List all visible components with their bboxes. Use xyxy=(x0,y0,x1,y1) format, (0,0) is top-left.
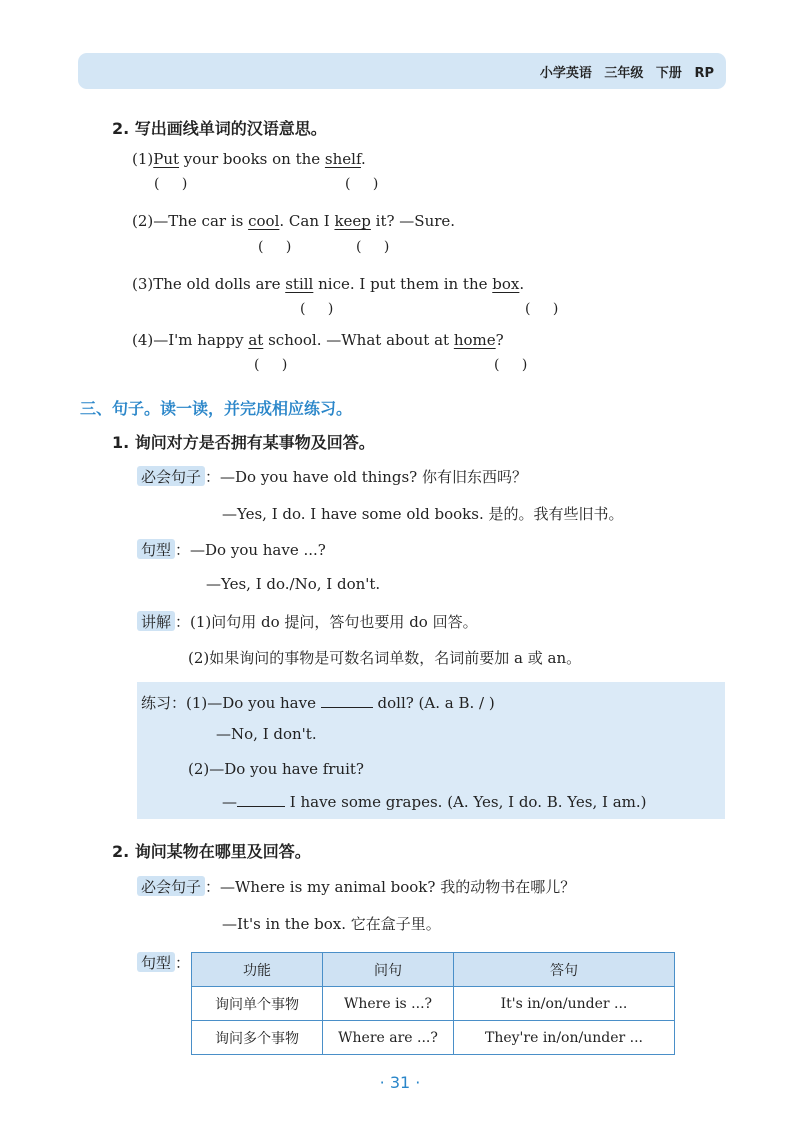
header-title: 小学英语 三年级 下册 RP xyxy=(539,66,714,81)
table-cell: Where is ...? xyxy=(323,987,454,1021)
answer-blank[interactable] xyxy=(321,695,373,708)
practice-line-3: (2)—Do you have fruit? xyxy=(188,760,364,778)
answer-paren[interactable]: ( ) xyxy=(494,357,528,373)
table-cell: They're in/on/under ... xyxy=(454,1021,675,1055)
must-sentence-answer: —It's in the box. 它在盒子里。 xyxy=(222,915,441,933)
table-cell: It's in/on/under ... xyxy=(454,987,675,1021)
pattern: 句型 ： xyxy=(137,952,190,973)
pattern: 句型 ：—Do you have ...? xyxy=(137,539,326,560)
question-title: 2. 写出画线单词的汉语意思。 xyxy=(112,119,327,138)
table-header: 问句 xyxy=(323,953,454,987)
must-sentence: 必会句子 ：—Where is my animal book? 我的动物书在哪儿？ xyxy=(137,876,575,897)
pattern-table xyxy=(191,952,675,1055)
item-3: (3)The old dolls are still nice. I put them in the box. xyxy=(132,275,525,293)
table-cell: Where are ...? xyxy=(323,1021,454,1055)
table-header: 答句 xyxy=(454,953,675,987)
pattern-answer: —Yes, I do./No, I don't. xyxy=(206,575,381,593)
answer-paren[interactable]: ( ) xyxy=(258,239,292,255)
table-row xyxy=(192,1021,675,1055)
explanation: 讲解 ：(1)问句用 do 提问，答句也要用 do 回答。 xyxy=(137,611,478,632)
table-row xyxy=(192,987,675,1021)
answer-paren[interactable]: ( ) xyxy=(356,239,390,255)
item-4: (4)—I'm happy at school. —What about at home? xyxy=(132,331,504,349)
practice-line-1: 练习：(1)—Do you have doll? (A. a B. / ) xyxy=(141,694,495,712)
subsection-title: 1. 询问对方是否拥有某事物及回答。 xyxy=(112,433,375,452)
pattern-label: 句型 xyxy=(137,952,175,972)
item-1: (1)Put your books on the shelf. xyxy=(132,150,366,168)
practice-line-2: —No, I don't. xyxy=(216,725,317,743)
answer-paren[interactable]: ( ) xyxy=(254,357,288,373)
answer-paren[interactable]: ( ) xyxy=(300,301,334,317)
must-label: 必会句子 xyxy=(137,466,205,486)
explain-label: 讲解 xyxy=(137,611,175,631)
must-sentence: 必会句子 ：—Do you have old things? 你有旧东西吗？ xyxy=(137,466,527,487)
section-title: 三、句子。读一读，并完成相应练习。 xyxy=(80,399,353,418)
item-2: (2)—The car is cool. Can I keep it? —Sure. xyxy=(132,212,456,230)
table-header: 功能 xyxy=(192,953,323,987)
table-cell: 询问多个事物 xyxy=(192,1021,323,1055)
table-cell: 询问单个事物 xyxy=(192,987,323,1021)
answer-paren[interactable]: ( ) xyxy=(154,176,188,192)
must-label: 必会句子 xyxy=(137,876,205,896)
page-number: · 31 · xyxy=(379,1073,421,1092)
answer-paren[interactable]: ( ) xyxy=(525,301,559,317)
must-sentence-answer: —Yes, I do. I have some old books. 是的。我有些旧书。 xyxy=(222,505,624,523)
explanation-2: (2)如果询问的事物是可数名词单数，名词前要加 a 或 an。 xyxy=(188,649,582,667)
subsection-title: 2. 询问某物在哪里及回答。 xyxy=(112,842,311,861)
practice-line-4: — I have some grapes. (A. Yes, I do. B. Yes, I am.) xyxy=(222,793,647,811)
answer-paren[interactable]: ( ) xyxy=(345,176,379,192)
table-header-row xyxy=(192,953,675,987)
pattern-label: 句型 xyxy=(137,539,175,559)
answer-blank[interactable] xyxy=(237,794,285,807)
